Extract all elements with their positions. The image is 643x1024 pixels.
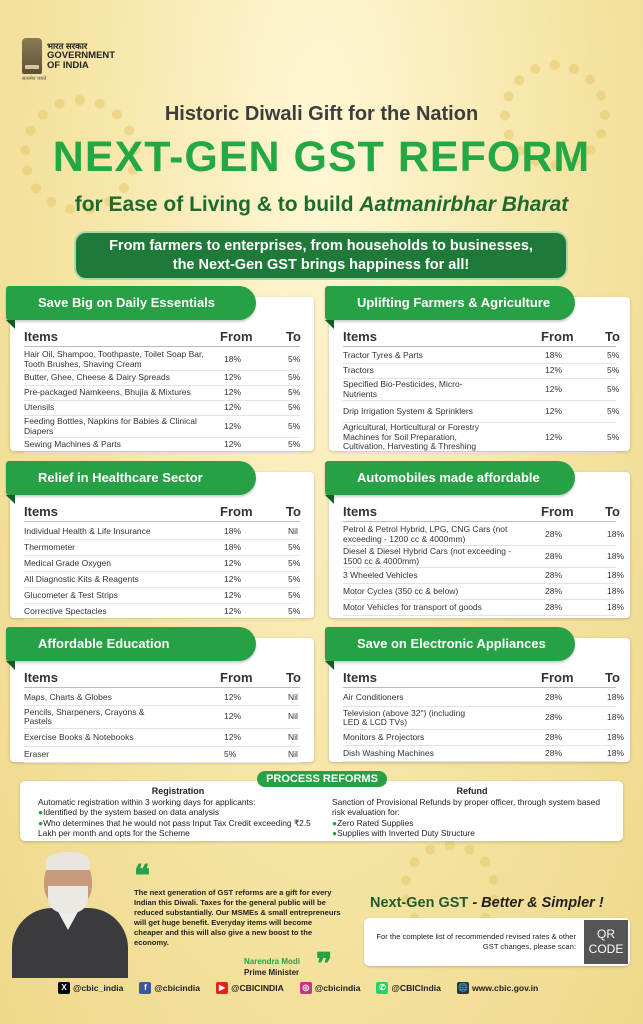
row-from: 12% [224,573,242,584]
row-to: Nil [288,711,298,722]
table-row [24,371,300,386]
column-headers [24,670,300,688]
row-to: 5% [288,420,301,431]
table-row [24,349,300,371]
table-row [24,524,300,540]
row-to: 5% [288,353,301,364]
table-row [343,707,625,730]
table-row [24,416,300,438]
row-item: All Diagnostic Kits & Reagents [24,573,139,584]
row-from: 12% [545,365,563,376]
headline-sub: for Ease of Living & to build Aatmanirbhar Bharat [74,193,569,216]
youtube-icon: ▶ [216,982,228,994]
headline-top: Historic Diwali Gift for the Nation [164,103,479,125]
table-row [24,438,300,453]
table-row [24,604,300,620]
row-to: 5% [288,387,301,398]
row-item: Tractor Tyres & Parts [343,350,423,361]
row-from: 28% [545,550,563,561]
row-item: Corrective Spectacles [24,605,107,616]
row-from: 18% [224,353,242,364]
table-row [343,349,620,364]
card-education [10,638,314,762]
row-from: 12% [224,731,242,742]
card-title: Save on Electronic Appliances [325,627,575,661]
registration-bullet: ●Identified by the system based on data analysis [38,807,220,817]
col-items: Items [343,504,377,519]
row-to: 18% [607,550,625,561]
row-to: 5% [607,405,620,416]
row-from: 28% [545,585,563,596]
row-item: Television (above 32") (including LED & LCD TVs) [343,707,466,727]
social-link[interactable] [139,982,200,994]
row-to: 5% [607,383,620,394]
row-to: Nil [288,731,298,742]
pm-portrait [8,852,132,978]
row-item: Medical Grade Oxygen [24,557,111,568]
pm-quote: The next generation of GST reforms are a gift for every Indian this Diwali. Taxes for the general public will be reduced substantially. Our MSMEs & small entrepreneurs will get huge benefit. Everyday items will become cheaper and this will also give a new boost to the economy. [134,888,341,947]
table-row [343,568,625,584]
row-item: Motor Cycles (350 cc & below) [343,585,459,596]
row-from: 12% [224,420,242,431]
row-from: 28% [545,712,563,723]
social-label: @cbic_india [73,983,124,993]
social-label: www.cbic.gov.in [471,983,539,993]
table-row [343,401,620,423]
social-label: @CBICINDIA [231,983,284,993]
col-to: To [286,329,301,344]
quote-open-icon: ❝ [134,860,151,893]
col-to: To [286,504,301,519]
gov-motto: सत्यमेव जयते [22,76,47,82]
row-from: 12% [224,691,242,702]
row-from: 12% [224,711,242,722]
col-items: Items [24,329,58,344]
row-from: 12% [224,589,242,600]
table-row [343,690,625,707]
row-from: 12% [224,439,242,450]
row-item: Monitors & Projectors [343,731,425,742]
col-from: From [541,329,574,344]
card-title: Save Big on Daily Essentials [6,286,256,320]
row-item: Glucometer & Test Strips [24,589,118,600]
whatsapp-icon: ✆ [376,982,388,994]
row-item: Dish Washing Machines [343,747,434,758]
row-from: 28% [545,528,563,539]
card-title: Relief in Healthcare Sector [6,461,256,495]
row-to: 5% [288,573,301,584]
column-headers [343,670,620,688]
row-to: 5% [607,431,620,442]
row-item: Butter, Ghee, Cheese & Dairy Spreads [24,372,170,383]
card-title: Automobiles made affordable [325,461,575,495]
col-to: To [605,329,620,344]
registration-section [38,786,318,839]
table-row [343,524,625,546]
globe-icon: 🌐 [457,983,468,992]
table-row [343,546,625,568]
table-row [24,556,300,572]
quote-close-icon: ❞ [316,948,333,981]
row-to: 18% [607,585,625,596]
social-label: @cbicindia [314,983,361,993]
tagline-nextgen: Next-Gen GST - Better & Simpler ! [370,895,604,911]
tagline-banner: From farmers to enterprises, from households to businesses, the Next-Gen GST brings happiness for all! [74,231,568,280]
col-from: From [220,504,253,519]
row-to: 18% [607,601,625,612]
row-from: 5% [224,748,237,759]
row-item: Tractors [343,365,374,376]
process-reforms [20,781,623,841]
table-row [24,690,300,706]
column-headers [24,504,300,522]
col-items: Items [343,329,377,344]
gov-hindi: भारत सरकार [47,41,88,51]
row-to: 5% [288,372,301,383]
table-row [24,588,300,604]
process-reforms-title: PROCESS REFORMS [257,771,387,787]
social-links [58,978,643,998]
table-row [24,386,300,401]
instagram-icon: ◎ [300,982,312,994]
row-from: 28% [545,692,563,703]
card-healthcare [10,472,314,618]
row-to: 18% [607,692,625,703]
row-item: Petrol & Petrol Hybrid, LPG, CNG Cars (not exceeding - 1200 cc & 4000mm) [343,524,508,544]
table-row [343,584,625,600]
facebook-icon: f [139,982,151,994]
table-row [343,379,620,401]
col-items: Items [343,670,377,685]
row-item: Agricultural, Horticultural or Forestry Machines for Soil Preparation, Cultivation, Harvesting & Threshing [343,422,480,452]
col-to: To [605,670,620,685]
registration-intro: Automatic registration within 3 working days for applicants: [38,796,256,807]
table-row [24,706,300,729]
col-items: Items [24,670,58,685]
registration-bullet: ●Who determines that he would not pass Input Tax Credit exceeding ₹2.5 Lakh per month and opts for the Scheme [38,817,311,838]
row-from: 12% [545,431,563,442]
row-item: Air Conditioners [343,692,404,703]
social-label: @cbicindia [154,983,201,993]
emblem-icon [22,38,42,74]
col-from: From [220,670,253,685]
row-item: Sewing Machines & Parts [24,439,121,450]
row-from: 28% [545,601,563,612]
qr-instructions: For the complete list of recommended revised rates & other GST changes, please scan: [376,932,576,951]
row-from: 18% [545,350,563,361]
social-link[interactable] [376,982,440,994]
row-item: Maps, Charts & Globes [24,691,112,702]
social-link[interactable] [457,982,538,994]
table-row [343,422,620,453]
row-item: Motor Vehicles for transport of goods [343,601,482,612]
table-row [343,600,625,616]
row-to: 18% [607,712,625,723]
row-to: 18% [607,569,625,580]
card-electronics [329,638,630,762]
row-from: 12% [224,402,242,413]
refund-bullet: ●Supplies with Inverted Duty Structure [332,828,475,838]
refund-intro: Sanction of Provisional Refunds by proper officer, through system based risk evaluation for: [332,796,600,817]
col-from: From [220,329,253,344]
social-link[interactable] [300,982,361,994]
table-row [343,746,625,762]
row-item: Specified Bio-Pesticides, Micro-Nutrients [343,379,463,399]
row-from: 18% [224,541,242,552]
gov-logo [22,38,116,82]
card-automobiles [329,472,630,618]
table-row [24,747,300,763]
table-row [24,540,300,556]
pm-signature: Narendra Modi Prime Minister [244,957,301,977]
card-farmers-agriculture [329,297,630,451]
row-to: 5% [288,541,301,552]
row-from: 12% [545,405,563,416]
headline-main: NEXT-GEN GST REFORM [52,133,591,181]
row-to: 5% [607,365,620,376]
refund-title: Refund [456,786,488,796]
table-row [24,729,300,747]
row-item: 3 Wheeled Vehicles [343,569,418,580]
row-to: 5% [607,350,620,361]
qr-code[interactable]: QR CODE [584,920,628,964]
table-row [343,730,625,746]
row-from: 12% [224,557,242,568]
row-to: 18% [607,747,625,758]
row-item: Pre-packaged Namkeens, Bhujia & Mixtures [24,387,191,398]
social-link[interactable] [216,982,284,994]
card-daily-essentials [10,297,314,451]
row-from: 28% [545,747,563,758]
row-to: 18% [607,731,625,742]
social-link[interactable] [58,982,123,994]
row-item: Hair Oil, Shampoo, Toothpaste, Toilet Soap Bar, Tooth Brushes, Shaving Cream [24,349,204,369]
refund-bullet: ●Zero Rated Supplies [332,817,414,828]
row-item: Eraser [24,748,50,759]
row-to: 5% [288,439,301,450]
table-row [343,364,620,379]
row-to: 5% [288,557,301,568]
row-item: Utensils [24,402,55,413]
column-headers [343,504,620,522]
col-to: To [605,504,620,519]
gov-line1: GOVERNMENT [47,50,116,61]
row-from: 12% [224,387,242,398]
row-item: Feeding Bottles, Napkins for Babies & Clinical Diapers [24,416,197,436]
row-to: 5% [288,605,301,616]
row-item: Individual Health & Life Insurance [24,525,151,536]
row-item: Drip Irrigation System & Sprinklers [343,405,473,416]
card-title: Affordable Education [6,627,256,661]
col-items: Items [24,504,58,519]
col-from: From [541,504,574,519]
row-item: Thermometer [24,541,76,552]
row-to: Nil [288,525,298,536]
row-from: 18% [224,525,242,536]
x-icon: X [58,982,70,994]
card-title: Uplifting Farmers & Agriculture [325,286,575,320]
row-from: 28% [545,569,563,580]
qr-box [364,918,630,966]
row-to: Nil [288,691,298,702]
row-to: Nil [288,748,298,759]
row-to: 5% [288,402,301,413]
table-row [24,572,300,588]
column-headers [343,329,620,347]
row-to: 5% [288,589,301,600]
row-item: Exercise Books & Notebooks [24,731,134,742]
row-to: 18% [607,528,625,539]
registration-title: Registration [151,786,205,796]
row-from: 28% [545,731,563,742]
row-from: 12% [545,383,563,394]
table-row [24,401,300,416]
refund-section [332,786,612,839]
row-from: 12% [224,372,242,383]
col-to: To [286,670,301,685]
row-item: Pencils, Sharpeners, Crayons & Pastels [24,706,145,726]
gov-line2: OF INDIA [47,60,89,71]
column-headers [24,329,300,347]
col-from: From [541,670,574,685]
social-label: @CBICIndia [391,983,441,993]
row-from: 12% [224,605,242,616]
row-item: Diesel & Diesel Hybrid Cars (not exceeding - 1500 cc & 4000mm) [343,546,512,566]
